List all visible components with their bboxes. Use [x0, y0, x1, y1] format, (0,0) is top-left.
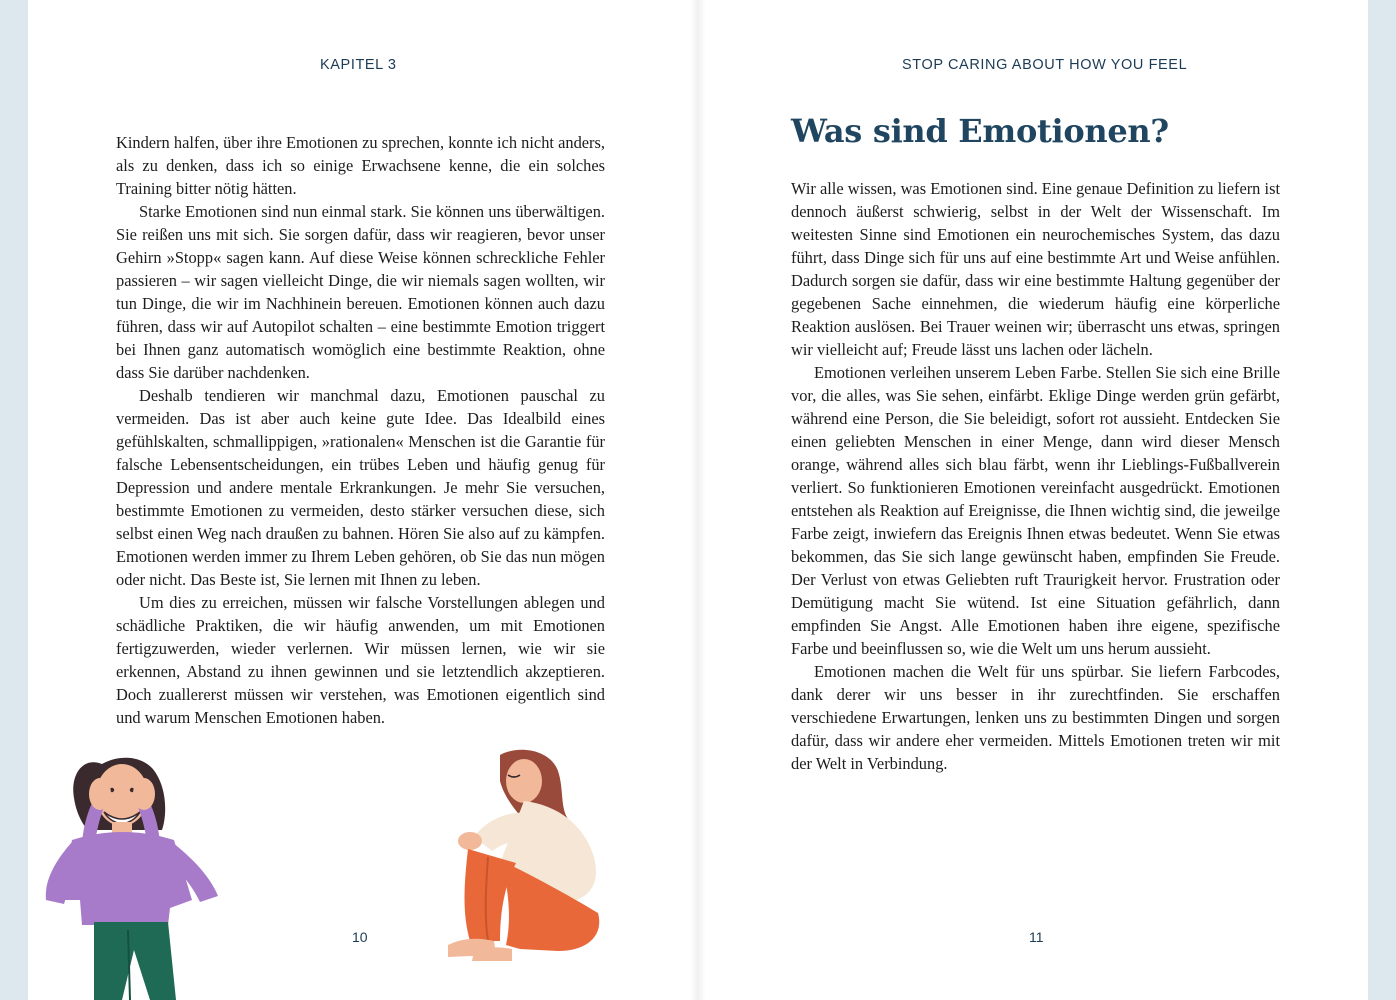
stressed-woman-illustration — [42, 750, 232, 1000]
paragraph: Wir alle wissen, was Emotionen sind. Eine genaue Definition zu liefern ist dennoch äußerst schwierig, selbst in der Welt der Wissenschaft. Im weitesten Sinne sind Emotionen ein neurochemisches System, das dazu führt, dass Dinge sich für uns auf eine bestimmte Art und Weise anfühlen. Dadurch sorgen sie dafür, dass wir eine bestimmte Haltung gegenüber der gegebenen Sache einnehmen, die wiederum häufig eine körperliche Reaktion auslösen. Bei Trauer weinen wir; überrascht uns etwas, springen wir vielleicht auf; Freude lässt uns lachen oder lächeln. — [791, 179, 1280, 359]
running-head-left: KAPITEL 3 — [320, 57, 397, 73]
paragraph: Starke Emotionen sind nun einmal stark. Sie können uns überwältigen. Sie reißen uns mit sich. Sie sorgen dafür, dass wir reagieren, bevor unser Gehirn »Stopp« sagen kann. Auf diese Weise können schreckliche Fehler passieren – wir sagen vielleicht Dinge, die wir niemals sagen wollten, wir tun Dinge, die wir im Nachhinein bereuen. Emotionen können auch dazu führen, dass wir auf Autopilot schalten – eine bestimmte Emotion triggert bei Ihnen ganz automatisch womöglich eine bestimmte Reaktion, ohne dass Sie darüber nachdenken. — [116, 202, 605, 382]
right-page — [698, 0, 1368, 1000]
page-number-right: 11 — [1029, 929, 1044, 945]
page-number-left: 10 — [352, 929, 368, 945]
paragraph: Emotionen machen die Welt für uns spürbar. Sie liefern Farbcodes, dank derer wir uns besser in ihr zurechtfinden. Sie erschaffen verschiedene Erwartungen, lenken uns zu bestimmten Dingen und sorgen dafür, dass wir andere eher vermeiden. Mittels Emotionen treten wir mit der Welt in Verbindung. — [791, 662, 1280, 773]
paragraph: Emotionen verleihen unserem Leben Farbe. Stellen Sie sich eine Brille vor, die alles, was Sie sehen, einfärbt. Eklige Dinge werden grün gefärbt, während eine Person, die Sie beleidigt, sofort rot aussieht. Entdecken Sie einen geliebten Menschen in einer Menge, dann wird dieser Mensch orange, während alles sich blau färbt, wenn ihr Lieblings-Fußballverein verliert. So funktionieren Emotionen vereinfacht ausgedrückt. Emotionen entstehen als Reaktion auf Ereignisse, die Ihnen wichtig sind, die jeweilge Farbe zeigt, inwiefern das Ereignis Ihnen etwas bedeutet. Wenn Sie etwas bekommen, das Sie sich lange gewünscht haben, empfinden Sie Freude. Der Verlust von etwas Geliebten ruft Traurigkeit hervor. Frustration oder Demütigung macht Sie wütend. Ist eine Situation gefährlich, dann empfinden Sie Angst. Alle Emotionen haben ihre eigene, spezifische Farbe und beeinflussen so, wie die Welt um uns herum aussieht. — [791, 363, 1280, 658]
paragraph: Um dies zu erreichen, müssen wir falsche Vorstellungen ablegen und schädliche Praktiken, die wir häufig anwenden, um mit Emotionen fertigzuwerden, wieder verlernen. Wir müssen lernen, wie wir sie erkennen, Abstand zu ihnen gewinnen und sie letztendlich akzeptieren. Doch zuallererst müssen wir verstehen, was Emotionen eigentlich sind und warum Menschen Emotionen haben. — [116, 593, 605, 727]
left-page — [28, 0, 698, 1000]
paragraph: Deshalb tendieren wir manchmal dazu, Emotionen pauschal zu vermeiden. Das ist aber auch keine gute Idee. Das Idealbild eines gefühlskalten, schmallippigen, »rationalen« Menschen ist die Garantie für falsche Lebensentscheidungen, ein trübes Leben und häufig genug für Depression und andere mentale Erkrankungen. Je mehr Sie versuchen, bestimmte Emotionen zu vermeiden, desto stärker versuchen diese, sich selbst einen Weg nach draußen zu bahnen. Hören Sie also auf zu kämpfen. Emotionen werden immer zu Ihrem Leben gehören, ob Sie das nun mögen oder nicht. Das Beste ist, Sie lernen mit Ihnen zu leben. — [116, 386, 605, 589]
right-body-text — [791, 177, 1280, 775]
sad-woman-illustration — [408, 745, 623, 965]
chapter-heading: Was sind Emotionen? — [791, 112, 1169, 150]
paragraph: Kindern halfen, über ihre Emotionen zu sprechen, konnte ich nicht anders, als zu denken, dass ich so einige Erwachsene kenne, die ein solches Training bitter nötig hätten. — [116, 133, 605, 198]
left-body-text — [116, 131, 605, 729]
running-head-right: STOP CARING ABOUT HOW YOU FEEL — [902, 57, 1188, 73]
